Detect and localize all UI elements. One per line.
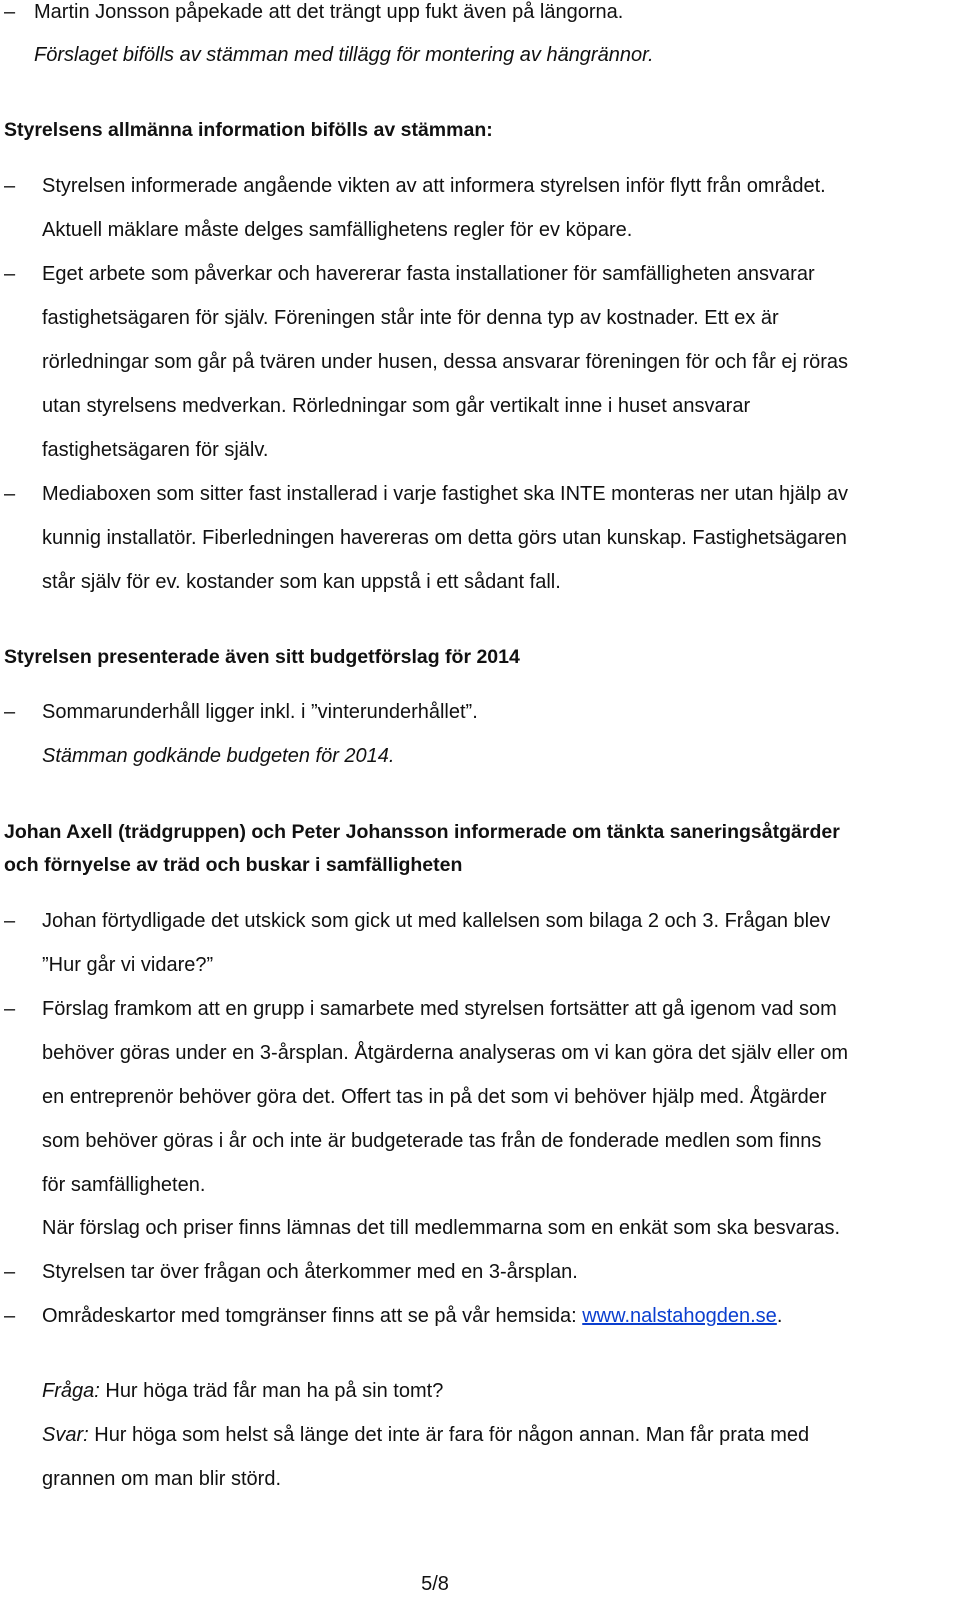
bullet-text: Mediaboxen som sitter fast installerad i varje fastighet ska INTE monteras ner utan hjälp av bbox=[42, 483, 848, 505]
bullet-text: utan styrelsens medverkan. Rörledningar som går vertikalt inne i huset ansvarar bbox=[42, 395, 751, 417]
page-number: 5/8 bbox=[421, 1573, 449, 1595]
answer-line bbox=[42, 1423, 809, 1447]
bullet-dash: – bbox=[4, 701, 16, 723]
bullet-text-part: Områdeskartor med tomgränser finns att se på vår hemsida: bbox=[42, 1305, 583, 1327]
bullet-text: rörledningar som går på tvären under husen, dessa ansvarar föreningen för och får ej röras bbox=[42, 351, 849, 373]
decision-text: Stämman godkände budgeten för 2014. bbox=[42, 745, 395, 767]
answer-text: Hur höga som helst så länge det inte är fara för någon annan. Man får prata med bbox=[88, 1424, 810, 1446]
website-link[interactable]: www.nalstahogden.se bbox=[582, 1305, 777, 1327]
bullet-text: Johan förtydligade det utskick som gick ut med kallelsen som bilaga 2 och 3. Frågan blev bbox=[42, 910, 831, 932]
section-heading: Styrelsen presenterade även sitt budgetförslag för 2014 bbox=[4, 646, 520, 668]
bullet-text: Styrelsen tar över frågan och återkommer med en 3-årsplan. bbox=[42, 1261, 578, 1283]
bullet-text: ”Hur går vi vidare?” bbox=[42, 954, 214, 976]
bullet-text: behöver göras under en 3-årsplan. Åtgärderna analyseras om vi kan göra det själv eller om bbox=[42, 1042, 848, 1064]
bullet-dash: – bbox=[4, 1261, 16, 1283]
bullet-text: Sommarunderhåll ligger inkl. i ”vinterunderhållet”. bbox=[42, 701, 478, 723]
bullet-text: som behöver göras i år och inte är budgeterade tas från de fonderade medlen som finns bbox=[42, 1130, 822, 1152]
bullet-dash: – bbox=[4, 998, 16, 1020]
bullet-dash: – bbox=[4, 175, 16, 197]
bullet-dash: – bbox=[4, 483, 16, 505]
bullet-text: fastighetsägaren för själv. bbox=[42, 439, 269, 461]
bullet-text: Aktuell mäklare måste delges samfällighetens regler för ev köpare. bbox=[42, 219, 633, 241]
bullet-text: Förslag framkom att en grupp i samarbete med styrelsen fortsätter att gå igenom vad som bbox=[42, 998, 837, 1020]
bullet-text-end: . bbox=[776, 1305, 783, 1327]
bullet-text: fastighetsägaren för själv. Föreningen står inte för denna typ av kostnader. Ett ex är bbox=[42, 307, 779, 329]
bullet-dash: – bbox=[4, 263, 16, 285]
bullet-text: står själv för ev. kostander som kan uppstå i ett sådant fall. bbox=[42, 571, 561, 593]
bullet-text: Styrelsen informerade angående vikten av att informera styrelsen inför flytt från området. bbox=[42, 175, 826, 197]
section-heading: och förnyelse av träd och buskar i samfälligheten bbox=[4, 854, 463, 876]
question-label: Fråga: bbox=[42, 1380, 100, 1402]
bullet-text bbox=[42, 1304, 782, 1328]
answer-label: Svar: bbox=[42, 1424, 89, 1446]
bullet-text: kunnig installatör. Fiberledningen havereras om detta görs utan kunskap. Fastighetsägaren bbox=[42, 527, 847, 549]
bullet-dash: – bbox=[4, 1305, 16, 1327]
section-heading: Johan Axell (trädgruppen) och Peter Johansson informerade om tänkta saneringsåtgärder bbox=[4, 821, 840, 843]
section-heading: Styrelsens allmänna information bifölls av stämman: bbox=[4, 119, 493, 141]
bullet-dash: – bbox=[4, 1, 16, 23]
answer-line-2: grannen om man blir störd. bbox=[42, 1468, 282, 1490]
decision-text: Förslaget bifölls av stämman med tillägg för montering av hängrännor. bbox=[34, 44, 654, 66]
bullet-text: en entreprenör behöver göra det. Offert tas in på det som vi behöver hjälp med. Åtgärder bbox=[42, 1086, 827, 1108]
question-text: Hur höga träd får man ha på sin tomt? bbox=[99, 1380, 444, 1402]
bullet-text: Martin Jonsson påpekade att det trängt upp fukt även på längorna. bbox=[34, 1, 624, 23]
bullet-dash: – bbox=[4, 910, 16, 932]
question-line bbox=[42, 1379, 443, 1403]
bullet-text: Eget arbete som påverkar och havererar fasta installationer för samfälligheten ansvarar bbox=[42, 263, 815, 285]
bullet-text: för samfälligheten. bbox=[42, 1174, 206, 1196]
bullet-text: När förslag och priser finns lämnas det till medlemmarna som en enkät som ska besvaras. bbox=[42, 1217, 841, 1239]
